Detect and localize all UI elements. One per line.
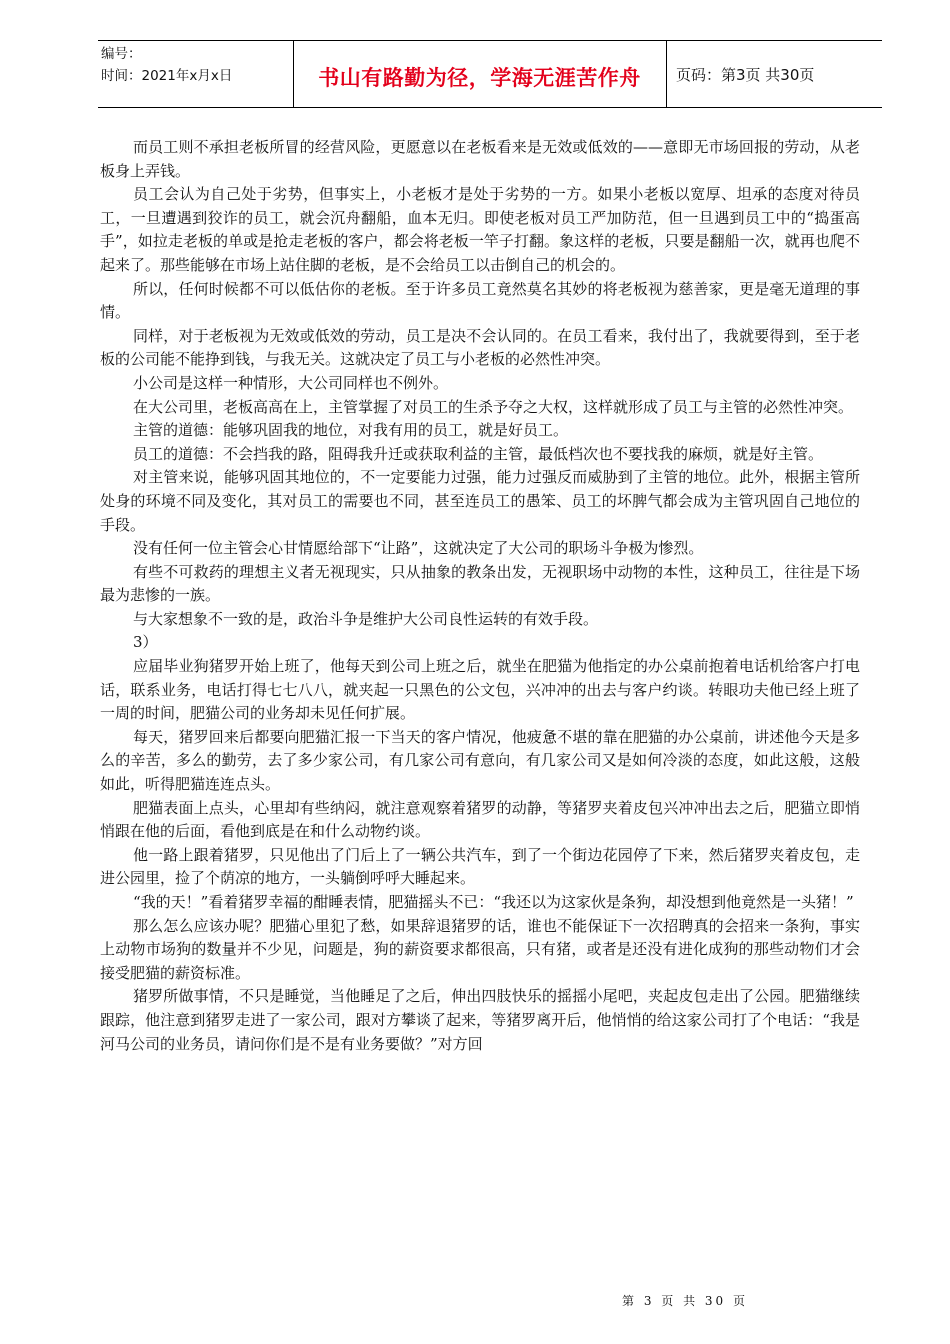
paragraph: 应届毕业狗猪罗开始上班了，他每天到公司上班之后，就坐在肥猫为他指定的办公桌前抱着电话机给客户打电话，联系业务，电话打得七七八八，就夹起一只黑色的公文包，兴冲冲的出去与客户约谈。转眼功夫他已经上班了一周的时间，肥猫公司的业务却未见任何扩展。	[100, 657, 860, 723]
paragraph: 有些不可救药的理想主义者无视现实，只从抽象的教条出发，无视职场中动物的本性，这种员工，往往是下场最为悲惨的一族。	[100, 562, 860, 605]
paragraph: 肥猫表面上点头，心里却有些纳闷，就注意观察着猪罗的动静，等猪罗夹着皮包兴冲冲出去之后，肥猫立即悄悄跟在他的后面，看他到底是在和什么动物约谈。	[100, 798, 860, 841]
paragraph: 所以，任何时候都不可以低估你的老板。至于许多员工竟然莫名其妙的将老板视为慈善家，更是毫无道理的事情。	[100, 279, 860, 322]
footer-page-number: 第 3 页 共 30 页	[622, 1294, 748, 1308]
section-number: 3）	[133, 633, 158, 652]
paragraph: 员工会认为自己处于劣势，但事实上，小老板才是处于劣势的一方。如果小老板以宽厚、坦承的态度对待员工，一旦遭遇到狡诈的员工，就会沉舟翻船，血本无归。即使老板对员工严加防范，但一旦遇到员工中的“捣蛋高手”，如拉走老板的单或是抢走老板的客户，都会将老板一竿子打翻。象这样的老板，只要是翻船一次，就再也爬不起来了。那些能够在市场上站住脚的老板，是不会给员工以击倒自己的机会的。	[100, 185, 860, 274]
paragraph: 与大家想象不一致的是，政治斗争是维护大公司良性运转的有效手段。	[133, 609, 599, 628]
paragraph: 猪罗所做事情，不只是睡觉，当他睡足了之后，伸出四肢快乐的摇摇小尾吧，夹起皮包走出了公园。肥猫继续跟踪，他注意到猪罗走进了一家公司，跟对方攀谈了起来，等猪罗离开后，他悄悄的给这家公司打了个电话：“我是河马公司的业务员，请问你们是不是有业务要做？”对方回	[100, 987, 860, 1053]
paragraph: 同样，对于老板视为无效或低效的劳动，员工是决不会认同的。在员工看来，我付出了，我就要得到，至于老板的公司能不能挣到钱，与我无关。这就决定了员工与小老板的必然性冲突。	[100, 326, 860, 369]
header-divider-right	[666, 40, 667, 107]
paragraph: 在大公司里，老板高高在上，主管掌握了对员工的生杀予夺之大权，这样就形成了员工与主管的必然性冲突。	[133, 397, 854, 416]
paragraph: 每天，猪罗回来后都要向肥猫汇报一下当天的客户情况，他疲惫不堪的靠在肥猫的办公桌前，讲述他今天是多么的辛苦，多么的勤劳，去了多少家公司，有几家公司有意向，有几家公司又是如何冷淡的态度，如此这般，这般如此，听得肥猫连连点头。	[100, 727, 860, 794]
paragraph: 那么怎么应该办呢？肥猫心里犯了愁，如果辞退猪罗的话，谁也不能保证下一次招聘真的会招来一条狗，事实上动物市场狗的数量并不少见，问题是，狗的薪资要求都很高，只有猪，或者是还没有进化成狗的那些动物们才会接受肥猫的薪资标准。	[100, 916, 860, 982]
paragraph: 没有任何一位主管会心甘情愿给部下“让路”，这就决定了大公司的职场斗争极为惨烈。	[133, 539, 704, 558]
document-body	[100, 136, 860, 1056]
header-top-rule	[98, 40, 882, 41]
header-bottom-rule	[98, 107, 882, 108]
header-number-label: 编号：	[101, 46, 142, 62]
paragraph: 小公司是这样一种情形，大公司同样也不例外。	[133, 373, 449, 392]
paragraph: 而员工则不承担老板所冒的经营风险，更愿意以在老板看来是无效或低效的——意即无市场回报的劳动，从老板身上弄钱。	[100, 138, 860, 180]
header-page-info: 页码：第3页 共30页	[676, 66, 815, 84]
header-motto: 书山有路勤为径，学海无涯苦作舟	[318, 66, 641, 90]
paragraph: “我的天！”看着猪罗幸福的酣睡表情，肥猫摇头不已：“我还以为这家伙是条狗，却没想到他竟然是一头猪！”	[133, 893, 854, 911]
paragraph: 对主管来说，能够巩固其地位的，不一定要能力过强，能力过强反而威胁到了主管的地位。此外，根据主管所处身的环境不同及变化，其对员工的需要也不同，甚至连员工的愚笨、员工的坏脾气都会成为主管巩固自己地位的手段。	[100, 468, 860, 534]
header-meta	[101, 43, 232, 87]
header-time-label: 时间：2021年x月x日	[101, 68, 233, 84]
paragraph: 主管的道德：能够巩固我的地位，对我有用的员工，就是好员工。	[133, 421, 569, 440]
paragraph: 员工的道德：不会挡我的路，阻碍我升迁或获取利益的主管，最低档次也不要找我的麻烦，就是好主管。	[133, 444, 824, 463]
paragraph: 他一路上跟着猪罗，只见他出了门后上了一辆公共汽车，到了一个街边花园停了下来，然后猪罗夹着皮包，走进公园里，捡了个荫凉的地方，一头躺倒呼呼大睡起来。	[100, 845, 860, 888]
